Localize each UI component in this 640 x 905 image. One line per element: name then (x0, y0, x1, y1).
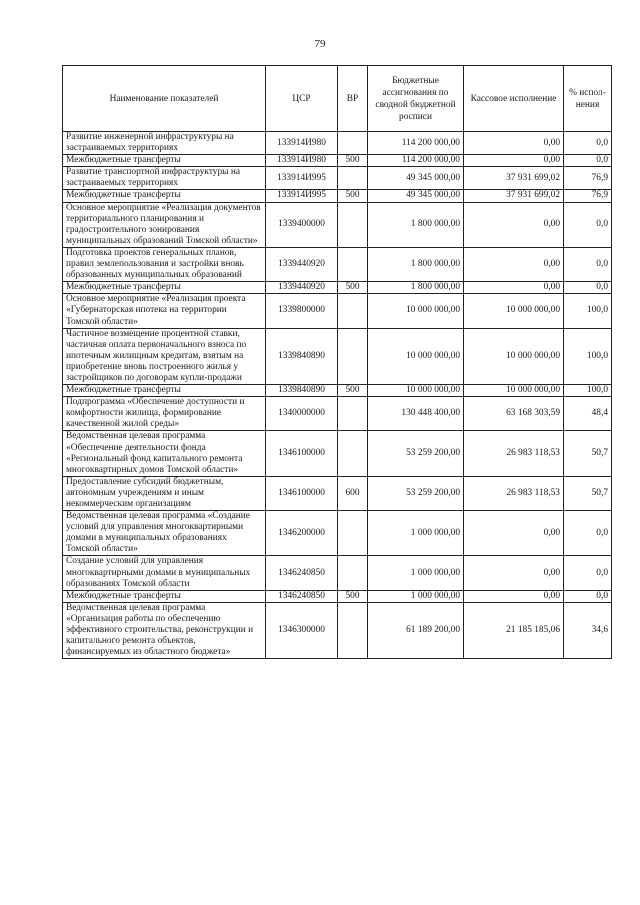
table-row (63, 590, 612, 602)
row-cash-execution: 0,00 (464, 282, 564, 294)
row-csr-code: 1339400000 (266, 202, 338, 247)
row-name: Основное мероприятие «Реализация проекта «Губернаторская ипотека на территории Томской области» (63, 294, 266, 328)
row-cash-execution: 37 931 699,02 (464, 167, 564, 190)
row-name: Межбюджетные трансферты (63, 155, 266, 167)
row-vr-code (338, 132, 368, 155)
header-vr: ВР (338, 66, 368, 132)
row-vr-code (338, 511, 368, 556)
row-execution-percent: 0,0 (564, 282, 612, 294)
row-cash-execution: 0,00 (464, 590, 564, 602)
table-row (63, 167, 612, 190)
table-row (63, 602, 612, 658)
row-name: Межбюджетные трансферты (63, 385, 266, 397)
row-vr-code (338, 602, 368, 658)
row-csr-code: 1346100000 (266, 476, 338, 510)
row-vr-code: 500 (338, 590, 368, 602)
table-row (63, 247, 612, 281)
row-csr-code: 1346200000 (266, 511, 338, 556)
table-row (63, 431, 612, 476)
row-execution-percent: 0,0 (564, 132, 612, 155)
header-cash-execution: Кассовое исполнение (464, 66, 564, 132)
table-row (63, 385, 612, 397)
row-vr-code (338, 397, 368, 431)
row-execution-percent: 100,0 (564, 328, 612, 384)
row-vr-code: 500 (338, 190, 368, 202)
row-name: Межбюджетные трансферты (63, 282, 266, 294)
row-name: Ведомственная целевая программа «Обеспечение деятельности фонда «Региональный фонд капитального ремонта многоквартирных домов Томской области» (63, 431, 266, 476)
row-execution-percent: 0,0 (564, 247, 612, 281)
row-budget-assigned: 114 200 000,00 (368, 132, 464, 155)
row-csr-code: 133914И995 (266, 190, 338, 202)
row-budget-assigned: 10 000 000,00 (368, 328, 464, 384)
row-budget-assigned: 130 448 400,00 (368, 397, 464, 431)
table-row (63, 155, 612, 167)
table-body (63, 132, 612, 659)
row-name: Частичное возмещение процентной ставки, частичная оплата первоначального взноса по ипотечным жилищным кредитам, взятым на приобретение вновь построенного жилья у застройщиков по договорам купли-продажи (63, 328, 266, 384)
row-budget-assigned: 53 259 200,00 (368, 476, 464, 510)
row-csr-code: 1346300000 (266, 602, 338, 658)
table-row (63, 282, 612, 294)
row-execution-percent: 0,0 (564, 202, 612, 247)
row-cash-execution: 10 000 000,00 (464, 385, 564, 397)
row-execution-percent: 76,9 (564, 190, 612, 202)
row-execution-percent: 0,0 (564, 155, 612, 167)
row-vr-code (338, 431, 368, 476)
row-name: Развитие инженерной инфраструктуры на застраиваемых территориях (63, 132, 266, 155)
row-budget-assigned: 1 800 000,00 (368, 282, 464, 294)
row-cash-execution: 10 000 000,00 (464, 294, 564, 328)
row-name: Ведомственная целевая программа «Организация работы по обеспечению эффективного строительства, реконструкции и капитального ремонта объектов, финансируемых из областного бюджета» (63, 602, 266, 658)
header-execution-percent: % испол- нения (564, 66, 612, 132)
row-csr-code: 133914И995 (266, 167, 338, 190)
row-cash-execution: 0,00 (464, 155, 564, 167)
table-row (63, 190, 612, 202)
header-csr: ЦСР (266, 66, 338, 132)
row-vr-code: 500 (338, 385, 368, 397)
row-cash-execution: 21 185 185,06 (464, 602, 564, 658)
row-cash-execution: 26 983 118,53 (464, 476, 564, 510)
row-csr-code: 1339440920 (266, 247, 338, 281)
row-vr-code: 500 (338, 282, 368, 294)
row-csr-code: 1346240850 (266, 590, 338, 602)
header-budget-assigned: Бюджетные ассигнования по сводной бюджетной росписи (368, 66, 464, 132)
row-name: Ведомственная целевая программа «Создание условий для управления многоквартирными домами в муниципальных образованиях Томской области» (63, 511, 266, 556)
budget-execution-table (62, 65, 612, 659)
row-vr-code (338, 294, 368, 328)
row-cash-execution: 0,00 (464, 132, 564, 155)
row-vr-code: 600 (338, 476, 368, 510)
row-execution-percent: 48,4 (564, 397, 612, 431)
row-execution-percent: 100,0 (564, 385, 612, 397)
row-name: Развитие транспортной инфраструктуры на застраиваемых территориях (63, 167, 266, 190)
row-cash-execution: 0,00 (464, 556, 564, 590)
row-execution-percent: 76,9 (564, 167, 612, 190)
row-budget-assigned: 49 345 000,00 (368, 167, 464, 190)
row-execution-percent: 50,7 (564, 431, 612, 476)
row-cash-execution: 0,00 (464, 202, 564, 247)
row-name: Подпрограмма «Обеспечение доступности и комфортности жилища, формирование качественной жилой среды» (63, 397, 266, 431)
row-cash-execution: 26 983 118,53 (464, 431, 564, 476)
row-vr-code (338, 247, 368, 281)
table-row (63, 476, 612, 510)
row-budget-assigned: 1 800 000,00 (368, 247, 464, 281)
row-name: Межбюджетные трансферты (63, 190, 266, 202)
row-name: Предоставление субсидий бюджетным, автономным учреждениям и иным некоммерческим организациям (63, 476, 266, 510)
row-cash-execution: 0,00 (464, 511, 564, 556)
header-name: Наименование показателей (63, 66, 266, 132)
row-execution-percent: 0,0 (564, 590, 612, 602)
row-execution-percent: 0,0 (564, 556, 612, 590)
table-header-row (63, 66, 612, 132)
row-budget-assigned: 53 259 200,00 (368, 431, 464, 476)
row-name: Создание условий для управления многоквартирными домами в муниципальных образованиях Томской области (63, 556, 266, 590)
row-budget-assigned: 10 000 000,00 (368, 385, 464, 397)
row-csr-code: 133914И980 (266, 132, 338, 155)
row-csr-code: 1339840890 (266, 328, 338, 384)
row-vr-code (338, 328, 368, 384)
row-execution-percent: 34,6 (564, 602, 612, 658)
row-vr-code: 500 (338, 155, 368, 167)
row-budget-assigned: 1 000 000,00 (368, 590, 464, 602)
row-cash-execution: 0,00 (464, 247, 564, 281)
row-budget-assigned: 49 345 000,00 (368, 190, 464, 202)
page-number: 79 (314, 38, 326, 50)
row-vr-code (338, 202, 368, 247)
row-csr-code: 1339440920 (266, 282, 338, 294)
row-name: Межбюджетные трансферты (63, 590, 266, 602)
row-csr-code: 1339840890 (266, 385, 338, 397)
row-execution-percent: 0,0 (564, 511, 612, 556)
row-name: Основное мероприятие «Реализация документов территориального планирования и градостроительного зонирования муниципальных образований Томской области» (63, 202, 266, 247)
row-cash-execution: 63 168 303,59 (464, 397, 564, 431)
row-budget-assigned: 114 200 000,00 (368, 155, 464, 167)
row-vr-code (338, 556, 368, 590)
table-row (63, 132, 612, 155)
row-budget-assigned: 1 000 000,00 (368, 556, 464, 590)
table-row (63, 328, 612, 384)
row-execution-percent: 100,0 (564, 294, 612, 328)
row-cash-execution: 10 000 000,00 (464, 328, 564, 384)
row-csr-code: 1346100000 (266, 431, 338, 476)
row-cash-execution: 37 931 699,02 (464, 190, 564, 202)
row-vr-code (338, 167, 368, 190)
row-budget-assigned: 61 189 200,00 (368, 602, 464, 658)
row-budget-assigned: 1 000 000,00 (368, 511, 464, 556)
row-csr-code: 133914И980 (266, 155, 338, 167)
row-execution-percent: 50,7 (564, 476, 612, 510)
table-row (63, 511, 612, 556)
table-row (63, 556, 612, 590)
row-budget-assigned: 10 000 000,00 (368, 294, 464, 328)
row-csr-code: 1346240850 (266, 556, 338, 590)
row-budget-assigned: 1 800 000,00 (368, 202, 464, 247)
table-row (63, 397, 612, 431)
row-name: Подготовка проектов генеральных планов, правил землепользования и застройки вновь образованных муниципальных образований (63, 247, 266, 281)
row-csr-code: 1340000000 (266, 397, 338, 431)
table-row (63, 202, 612, 247)
table-row (63, 294, 612, 328)
row-csr-code: 1339800000 (266, 294, 338, 328)
